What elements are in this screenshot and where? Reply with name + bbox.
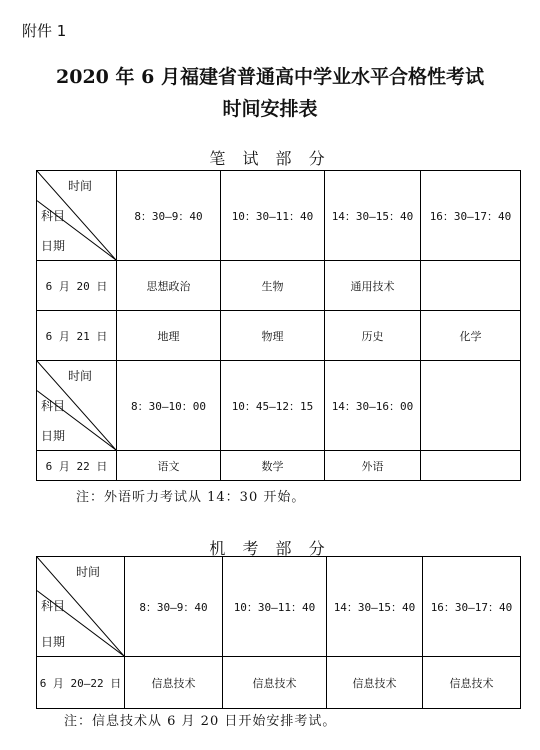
date-cell: 6 月 22 日 bbox=[37, 451, 117, 481]
table-row bbox=[37, 311, 521, 361]
time-slot-cell: 8：30–9：40 bbox=[125, 557, 223, 657]
time-slot-cell bbox=[421, 361, 521, 451]
date-cell: 6 月 21 日 bbox=[37, 311, 117, 361]
subject-cell bbox=[421, 451, 521, 481]
header-date-label: 日期 bbox=[41, 429, 66, 443]
attachment-label: 附件 1 bbox=[22, 22, 67, 40]
table-row bbox=[37, 171, 521, 261]
header-time-label: 时间 bbox=[75, 565, 100, 579]
table-row bbox=[37, 451, 521, 481]
time-slot-cell: 14：30–15：40 bbox=[325, 171, 421, 261]
written-section-heading: 笔 试 部 分 bbox=[209, 149, 331, 168]
time-slot-cell: 16：30–17：40 bbox=[421, 171, 521, 261]
time-slot-cell: 10：30–11：40 bbox=[221, 171, 325, 261]
subject-cell: 思想政治 bbox=[117, 261, 221, 311]
time-slot-cell: 8：30–9：40 bbox=[117, 171, 221, 261]
header-date-label: 日期 bbox=[41, 635, 66, 649]
header-diagonal-cell bbox=[37, 171, 117, 261]
written-note: 注：外语听力考试从 14：30 开始。 bbox=[76, 490, 306, 505]
table-row bbox=[37, 557, 521, 657]
subject-cell: 通用技术 bbox=[325, 261, 421, 311]
subject-cell: 外语 bbox=[325, 451, 421, 481]
header-time-label: 时间 bbox=[67, 179, 92, 193]
computer-section-heading: 机 考 部 分 bbox=[209, 539, 331, 558]
subject-cell: 信息技术 bbox=[125, 657, 223, 709]
table-row bbox=[37, 657, 521, 709]
time-slot-cell: 16：30–17：40 bbox=[423, 557, 521, 657]
table-row bbox=[37, 261, 521, 311]
subject-cell: 历史 bbox=[325, 311, 421, 361]
subject-cell: 信息技术 bbox=[423, 657, 521, 709]
time-slot-cell: 14：30–15：40 bbox=[327, 557, 423, 657]
document-subtitle: 时间安排表 bbox=[222, 98, 318, 120]
header-subject-label: 科目 bbox=[41, 598, 66, 613]
document-title: 2020 年 6 月福建省普通高中学业水平合格性考试 bbox=[56, 66, 484, 88]
subject-cell: 地理 bbox=[117, 311, 221, 361]
date-cell: 6 月 20 日 bbox=[37, 261, 117, 311]
computer-note: 注：信息技术从 6 月 20 日开始安排考试。 bbox=[64, 714, 337, 729]
header-subject-label: 科目 bbox=[41, 398, 66, 413]
time-slot-cell: 10：30–11：40 bbox=[223, 557, 327, 657]
time-slot-cell: 10：45–12：15 bbox=[221, 361, 325, 451]
subject-cell: 生物 bbox=[221, 261, 325, 311]
header-diagonal-cell bbox=[37, 557, 125, 657]
time-slot-cell: 14：30–16：00 bbox=[325, 361, 421, 451]
header-time-label: 时间 bbox=[67, 369, 92, 383]
subject-cell: 化学 bbox=[421, 311, 521, 361]
header-diagonal-cell bbox=[37, 361, 117, 451]
subject-cell: 信息技术 bbox=[327, 657, 423, 709]
subject-cell: 物理 bbox=[221, 311, 325, 361]
date-cell: 6 月 20–22 日 bbox=[37, 657, 125, 709]
header-date-label: 日期 bbox=[41, 239, 66, 253]
subject-cell: 语文 bbox=[117, 451, 221, 481]
table-row bbox=[37, 361, 521, 451]
subject-cell bbox=[421, 261, 521, 311]
written-exam-table bbox=[36, 170, 521, 481]
time-slot-cell: 8：30–10：00 bbox=[117, 361, 221, 451]
header-subject-label: 科目 bbox=[41, 208, 66, 223]
computer-exam-table bbox=[36, 556, 521, 709]
subject-cell: 数学 bbox=[221, 451, 325, 481]
subject-cell: 信息技术 bbox=[223, 657, 327, 709]
